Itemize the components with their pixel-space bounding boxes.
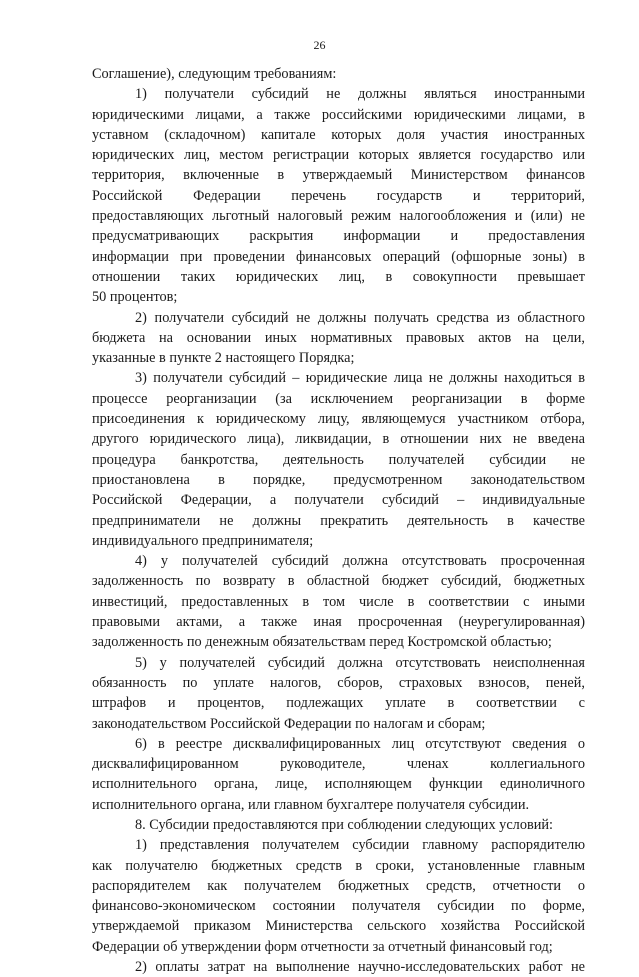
text-line: правовыми актами, а также иная просроченная (неурегулированная)	[92, 614, 585, 631]
text-line: инвестиций, предоставленных в том числе в соответствии с иными	[92, 593, 585, 610]
text-line: Соглашение), следующим требованиям:	[92, 66, 337, 82]
page-number: 26	[313, 38, 326, 52]
text-line: 6) в реестре дисквалифицированных лиц отсутствуют сведения о	[135, 735, 585, 752]
text-line: приостановлена в порядке, предусмотренном законодательством	[92, 471, 585, 488]
text-line: обязанность по уплате налогов, сборов, страховых взносов, пеней,	[92, 674, 585, 691]
text-line: другого юридического лица), ликвидации, в отношении них не введена	[92, 431, 585, 448]
text-line: распорядителем как получателем бюджетных средств, отчетности о	[92, 877, 585, 894]
text-line: юридических лиц, местом регистрации которых является государство или	[92, 147, 585, 164]
text-line: финансово-экономическом состоянии получателя субсидии по форме,	[92, 898, 585, 915]
text-line: предоставляющих льготный налоговый режим налогообложения и (или) не	[92, 208, 585, 225]
text-line: 8. Субсидии предоставляются при соблюдении следующих условий:	[135, 816, 553, 833]
text-line: бюджета на основании иных нормативных правовых актов на цели,	[92, 329, 585, 346]
text-line: задолженность по денежным обязательствам перед Костромской областью;	[92, 634, 552, 651]
text-line: законодательством Российской Федерации по налогам и сборам;	[92, 715, 486, 732]
text-line: 1) представления получателем субсидии главному распорядителю	[135, 837, 585, 854]
text-line: 2) получатели субсидий не должны получать средства из областного	[135, 309, 585, 326]
document-body	[92, 64, 585, 977]
text-line: 2) оплаты затрат на выполнение научно-исследовательских работ не	[135, 959, 585, 976]
text-line: присоединения к юридическому лицу, являющемуся участником отбора,	[92, 411, 585, 428]
text-line: предприниматели не должны прекратить деятельность в качестве	[92, 512, 585, 529]
text-line: дисквалифицированном руководителе, членах коллегиального	[92, 756, 585, 773]
text-line: Федерации об утверждении форм отчетности за отчетный финансовый год;	[92, 938, 553, 955]
text-line: предусматривающих раскрытия информации и предоставления	[92, 228, 585, 245]
text-line: 1) получатели субсидий не должны являться иностранными	[135, 86, 585, 103]
text-line: юридическими лицами, а также российскими юридическими лицами, в	[92, 106, 585, 123]
text-line: 5) у получателей субсидий должна отсутствовать неисполненная	[135, 654, 585, 671]
text-line: 4) у получателей субсидий должна отсутствовать просроченная	[135, 553, 585, 570]
text-line: исполнительного органа, лице, исполняющем функции единоличного	[92, 776, 585, 793]
text-line: индивидуального предпринимателя;	[92, 532, 314, 549]
text-line: задолженность по возврату в областной бюджет субсидий, бюджетных	[92, 573, 585, 590]
text-line: исполнительного органа, или главном бухгалтере получателя субсидии.	[92, 796, 530, 813]
text-line: информации при проведении финансовых операций (офшорные зоны) в	[92, 248, 585, 265]
text-line: штрафов и процентов, подлежащих уплате в соответствии с	[92, 695, 585, 712]
text-line: указанные в пункте 2 настоящего Порядка;	[92, 350, 355, 367]
text-line: территория, включенные в утверждаемый Министерством финансов	[92, 167, 585, 184]
text-line: Российской Федерации перечень государств и территорий,	[92, 187, 585, 204]
text-line: процедура банкротства, деятельность получателей субсидии не	[92, 451, 585, 468]
text-line: как получателю бюджетных средств в сроки, установленные главным	[92, 857, 585, 874]
text-line: утверждаемой приказом Министерства сельского хозяйства Российской	[92, 918, 585, 935]
text-line: 3) получатели субсидий – юридические лица не должны находиться в	[135, 370, 585, 387]
text-line: уставном (складочном) капитале которых доля участия иностранных	[92, 126, 585, 143]
text-line: процессе реорганизации (за исключением реорганизации в форме	[92, 390, 585, 407]
text-line: отношении таких юридических лиц, в совокупности превышает	[92, 268, 585, 285]
text-line: 50 процентов;	[92, 289, 178, 306]
text-line: Российской Федерации, а получатели субсидий – индивидуальные	[92, 492, 585, 509]
